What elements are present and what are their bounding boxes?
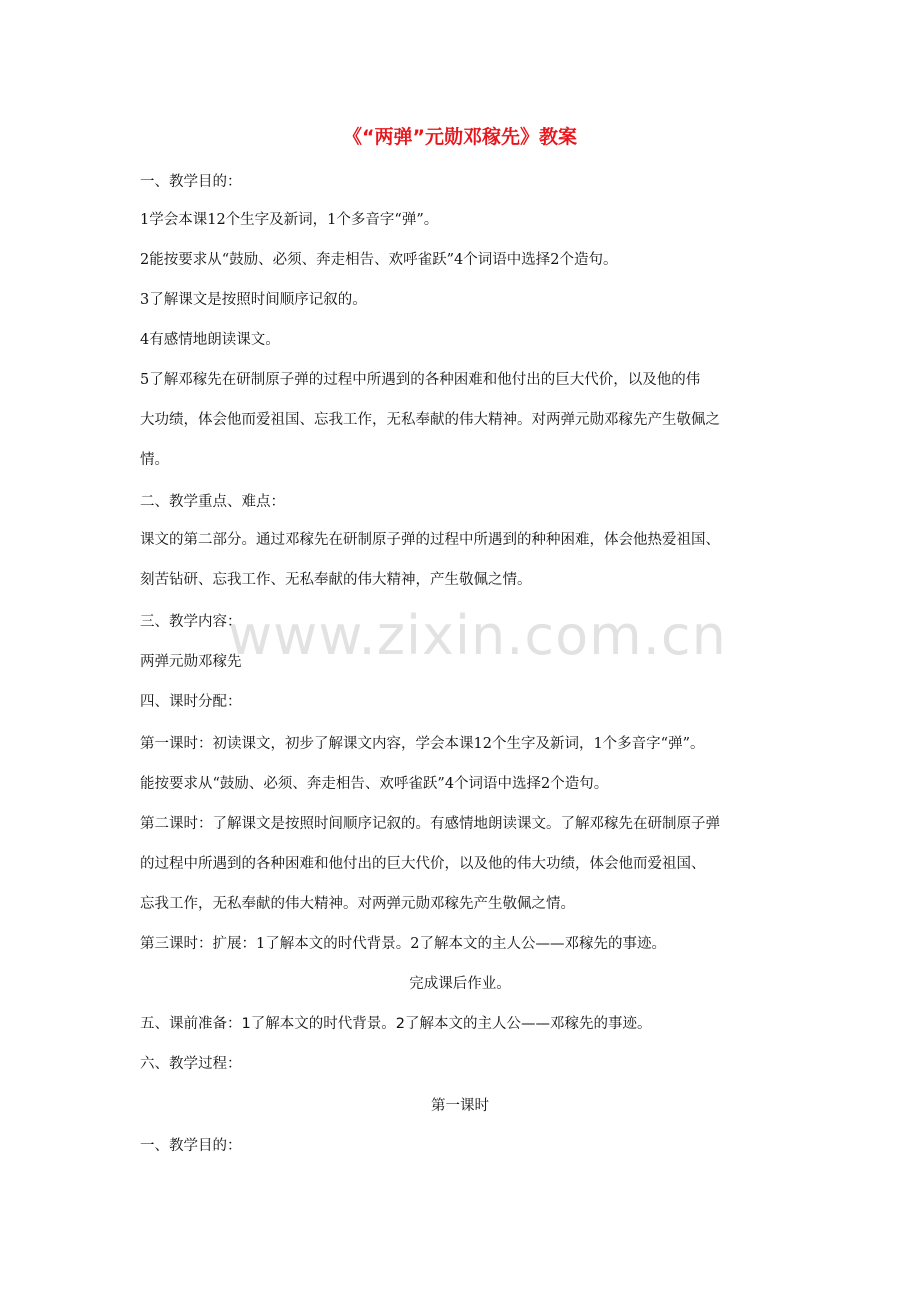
key-points-line-1: 课文的第二部分。通过邓稼先在研制原子弹的过程中所遇到的种种困难，体会他热爱祖国、	[140, 532, 720, 548]
schedule-lesson-1-line-1: 第一课时：初读课文，初步了解课文内容，学会本课12个生字及新词，1个多音字“弹”。	[140, 736, 705, 752]
key-points-line-2: 刻苦钻研、忘我工作、无私奉献的伟大精神，产生敬佩之情。	[140, 572, 532, 588]
section-heading-schedule: 四、课时分配：	[140, 694, 242, 710]
section-heading-preparation: 五、课前准备：1了解本文的时代背景。2了解本文的主人公——邓稼先的事迹。	[140, 1016, 652, 1032]
goal-item-5-line-1: 5了解邓稼先在研制原子弹的过程中所遇到的各种困难和他付出的巨大代价，以及他的伟	[140, 372, 701, 388]
schedule-homework: 完成课后作业。	[409, 976, 511, 992]
section-heading-teaching-goals: 一、教学目的：	[140, 174, 242, 190]
section-heading-content: 三、教学内容：	[140, 614, 242, 630]
lesson-1-goals-heading: 一、教学目的：	[140, 1138, 242, 1154]
watermark: www.zixin.com.cn	[228, 604, 727, 667]
schedule-lesson-1-line-2: 能按要求从“鼓励、必须、奔走相告、欢呼雀跃”4个词语中选择2个造句。	[140, 776, 609, 792]
goal-item-1: 1学会本课12个生字及新词，1个多音字“弹”。	[140, 212, 439, 228]
goal-item-2: 2能按要求从“鼓励、必须、奔走相告、欢呼雀跃”4个词语中选择2个造句。	[140, 252, 618, 268]
goal-item-5-line-3: 情。	[140, 452, 169, 468]
content-text: 两弹元勋邓稼先	[140, 654, 242, 670]
lesson-1-heading: 第一课时	[431, 1098, 489, 1114]
schedule-lesson-2-line-2: 的过程中所遇到的各种困难和他付出的巨大代价，以及他的伟大功绩，体会他而爱祖国、	[140, 856, 706, 872]
goal-item-4: 4有感情地朗读课文。	[140, 332, 280, 348]
schedule-lesson-2-line-3: 忘我工作，无私奉献的伟大精神。对两弹元勋邓稼先产生敬佩之情。	[140, 896, 575, 912]
section-heading-key-points: 二、教学重点、难点：	[140, 494, 285, 510]
schedule-lesson-3: 第三课时：扩展：1了解本文的时代背景。2了解本文的主人公——邓稼先的事迹。	[140, 936, 666, 952]
document-title: 《“两弹”元勋邓稼先》教案	[343, 126, 577, 148]
goal-item-3: 3了解课文是按照时间顺序记叙的。	[140, 292, 367, 308]
goal-item-5-line-2: 大功绩，体会他而爱祖国、忘我工作，无私奉献的伟大精神。对两弹元勋邓稼先产生敬佩之	[140, 412, 720, 428]
schedule-lesson-2-line-1: 第二课时：了解课文是按照时间顺序记叙的。有感情地朗读课文。了解邓稼先在研制原子弹	[140, 816, 720, 832]
section-heading-process: 六、教学过程：	[140, 1056, 242, 1072]
